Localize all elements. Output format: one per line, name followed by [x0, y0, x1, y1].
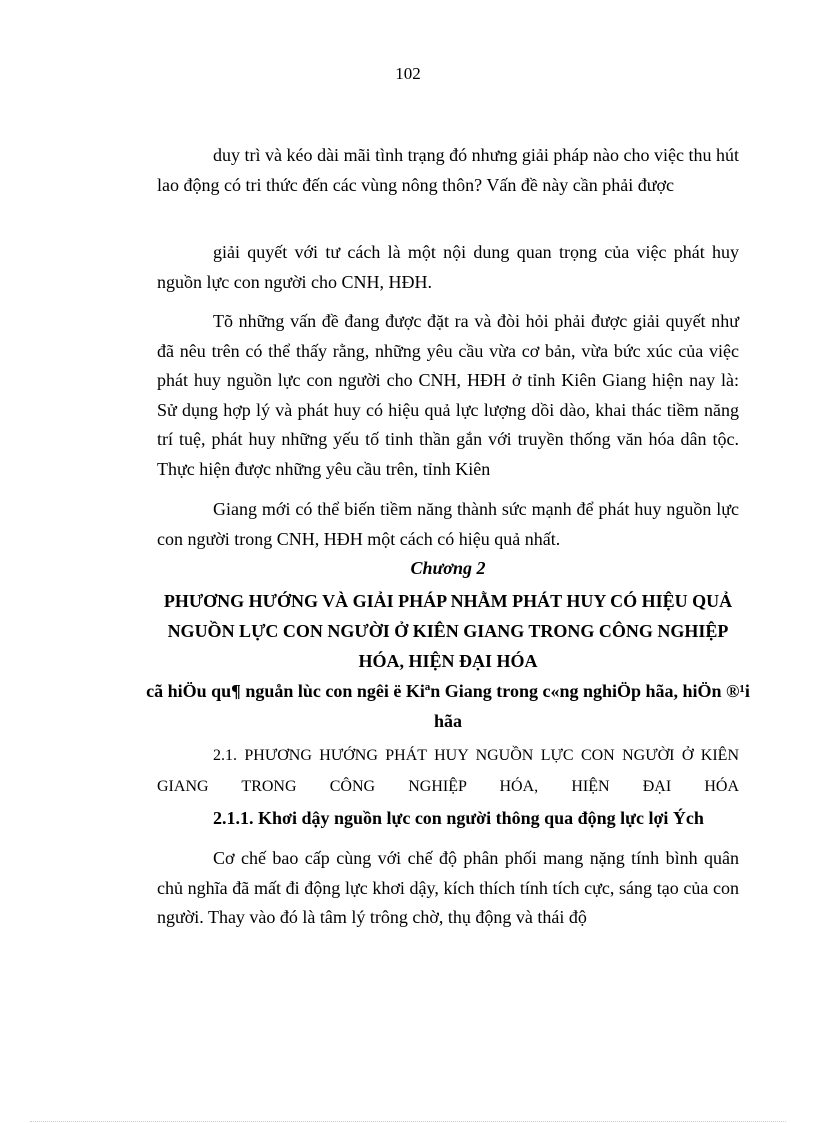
chapter-title: PHƯƠNG HƯỚNG VÀ GIẢI PHÁP NHẰM PHÁT HUY CÓ HIỆU QUẢ NGUỒN LỰC CON NGƯỜI Ở KIÊN GIANG TRONG CÔNG NGHIỆP HÓA, HIỆN ĐẠI HÓA — [163, 591, 733, 671]
chapter-label: Chương 2 — [410, 558, 486, 578]
page-number: 102 — [395, 64, 421, 83]
paragraph-1-text: duy trì và kéo dài mãi tình trạng đó nhưng giải pháp nào cho việc thu hút lao động có tri thức đến các vùng nông thôn? Vấn đề này cần phải được — [157, 145, 739, 195]
paragraph-2-text: giải quyết với tư cách là một nội dung quan trọng của việc phát huy nguồn lực con người cho CNH, HĐH. — [157, 242, 739, 292]
paragraph-4 — [157, 495, 739, 554]
paragraph-5-text: Cơ chế bao cấp cùng với chế độ phân phối mang nặng tính bình quân chủ nghĩa đã mất đi động lực khơi dậy, kích thích tính tích cực, sáng tạo của con người. Thay vào đó là tâm lý trông chờ, thụ động và thái độ — [157, 848, 739, 927]
paragraph-3-text: Tõ những vấn đề đang được đặt ra và đòi hỏi phải được giải quyết như đã nêu trên có thể thấy rằng, những yêu cầu vừa cơ bản, vừa bức xúc của việc phát huy nguồn lực con người cho CNH, HĐH ở tỉnh Kiên Giang hiện nay là: Sử dụng hợp lý và phát huy có hiệu quả lực lượng dồi dào, khai thác tiềm năng trí tuệ, phát huy những yếu tố tinh thần gắn với truyền thống văn hóa dân tộc. Thực hiện được những yêu cầu trên, tỉnh Kiên — [157, 311, 739, 479]
paragraph-3 — [157, 307, 739, 484]
paragraph-2 — [157, 238, 739, 297]
paragraph-4-text: Giang mới có thể biến tiềm năng thành sức mạnh để phát huy nguồn lực con người trong CNH, HĐH một cách có hiệu quả nhất. — [157, 499, 739, 549]
paragraph-1 — [157, 141, 739, 200]
page-bottom-divider — [30, 1121, 786, 1122]
garbled-title-line: cã hiÖu qu¶ nguån lùc con ngêi ë Kiªn Giang trong c«ng nghiÖp hãa, hiÖn ®¹i hãa — [146, 681, 750, 731]
paragraph-5 — [157, 844, 739, 933]
section-heading: 2.1. PHƯƠNG HƯỚNG PHÁT HUY NGUỒN LỰC CON NGƯỜI Ở KIÊN GIANG TRONG CÔNG NGHIỆP HÓA, HIỆN ĐẠI HÓA — [157, 747, 739, 795]
subsection-heading: 2.1.1. Khơi dậy nguồn lực con người thông qua động lực lợi Ých — [213, 808, 704, 828]
